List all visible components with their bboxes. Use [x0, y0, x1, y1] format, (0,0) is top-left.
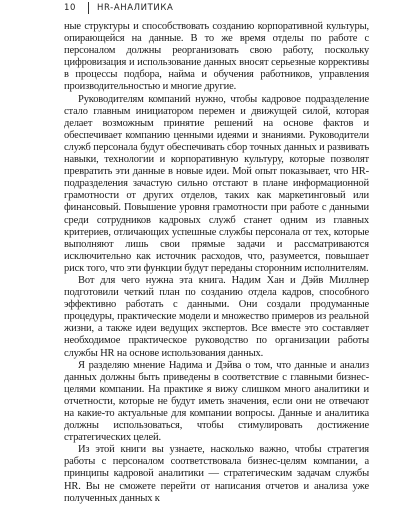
paragraph-3: Вот для чего нужна эта книга. Надим Хан и Дэйв Миллнер подготовили четкий план по созданию отдела кадров, способного эффективно работать с данными. Они создали продуманные процедуры, практические модели и множество примеров из реальной жизни, а также идеи ведущих экспертов. Все вместе это составляет необходимое практическое руководство по организации работы службы HR на основе использования данных. [64, 274, 369, 359]
running-title: HR-АНАЛИТИКА [97, 3, 174, 13]
paragraph-1: ные структуры и способствовать созданию корпоративной культуры, опирающейся на данные. В то же время отделы по работе с персоналом должны реорганизовать свою работу, поскольку цифровизация и использование данных вносят серьезные коррективы в процессы подбора, найма и обучения работников, управления производительностью и многие другие. [64, 21, 369, 93]
header-divider [88, 2, 89, 14]
paragraph-5: Из этой книги вы узнаете, насколько важно, чтобы стратегия работы с персоналом соответствовала бизнес-целям компании, а принципы кадровой аналитики — стратегическим задачам службы HR. Вы не сможете перейти от написания отчетов и анализа уже полученных данных к [64, 444, 369, 504]
running-head [64, 1, 396, 15]
paragraph-4: Я разделяю мнение Надима и Дэйва о том, что данные и анализ данных должны быть приведены в соответствие с главными бизнес-целями компании. На практике я вижу слишком много аналитики и отчетности, которые не будут иметь значения, если они не отвечают на какие-то актуальные для компании вопросы. Данные и аналитика должны использоваться, чтобы стимулировать достижение стратегических целей. [64, 359, 369, 444]
paragraph-2: Руководителям компаний нужно, чтобы кадровое подразделение стало главным инициатором перемен и движущей силой, которая делает возможным принятие решений на основе фактов и обеспечивает компанию ценными идеями и знаниями. Руководители служб персонала будут обеспечивать сбор точных данных и развивать навыки, технологии и корпоративную культуру, которые позволят превратить эти данные в новые идеи. Мой опыт показывает, что HR-подразделения зачастую сильно отстают в плане информационной грамотности от других отделов, таких как маркетинговый или финансовый. Повышение уровня грамотности при работе с данными среди сотрудников кадровых служб станет одним из главных критериев, отличающих успешные службы персонала от тех, которые выполняют лишь свои прямые задачи и рассматриваются исключительно как источник расходов, что, разумеется, повышает риск того, что эти функции будут переданы сторонним исполнителям. [64, 93, 369, 274]
page-number: 10 [64, 3, 77, 13]
body-text [64, 21, 369, 505]
